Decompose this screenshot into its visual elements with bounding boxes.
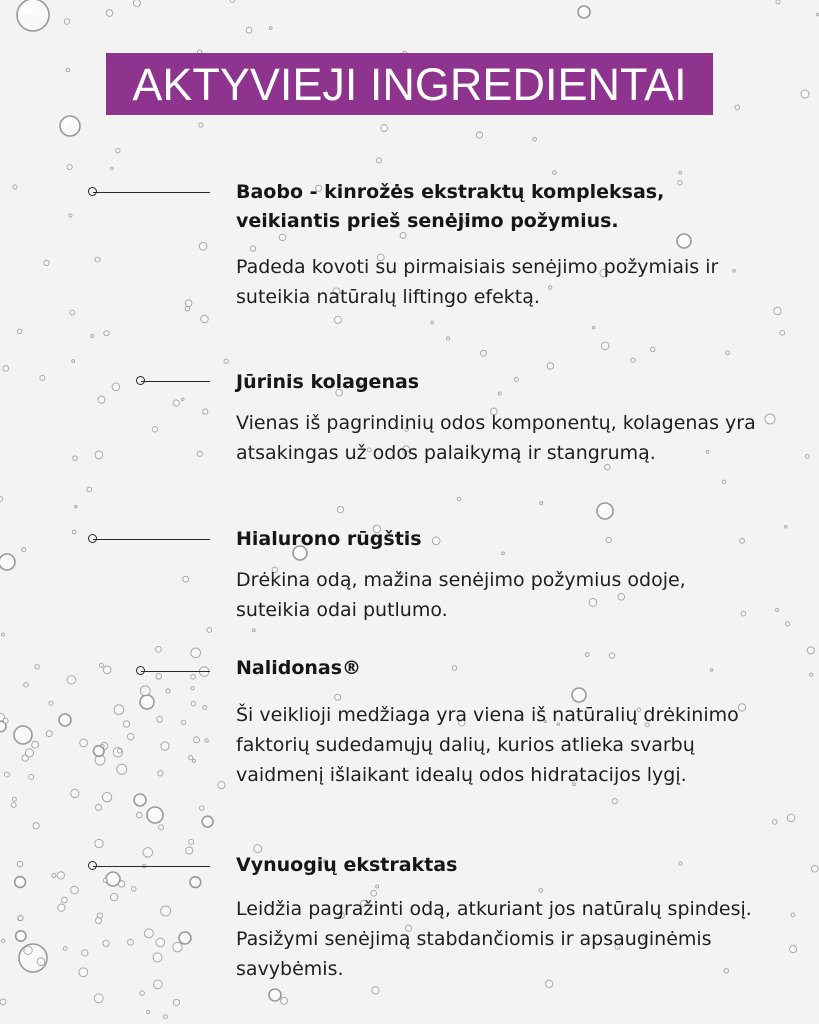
bubble	[597, 503, 613, 519]
bubble	[58, 904, 65, 911]
bubble	[801, 90, 809, 98]
bubble	[269, 989, 281, 1001]
bubble	[156, 938, 165, 947]
bubble	[59, 714, 71, 726]
bubble	[337, 506, 343, 512]
bubble-highlight	[17, 729, 23, 735]
bubble	[44, 260, 49, 265]
bubble	[96, 805, 102, 811]
bubble	[540, 502, 543, 505]
page-title: AKTYVIEJI INGREDIENTAI	[132, 58, 687, 110]
bubble	[82, 950, 88, 956]
bubble	[200, 806, 204, 810]
bubble	[190, 877, 201, 888]
bubble	[189, 839, 194, 844]
bubble	[57, 872, 64, 879]
bubble	[631, 358, 635, 362]
bubble	[774, 307, 781, 314]
bubble	[33, 823, 39, 829]
bubble	[553, 171, 557, 175]
connector-line	[93, 539, 210, 540]
bubble	[159, 825, 164, 830]
bubble	[197, 451, 202, 456]
bubble-highlight	[149, 809, 155, 815]
bubble	[12, 797, 16, 801]
connector-dot	[88, 861, 97, 870]
bubble	[134, 794, 146, 806]
bubble	[11, 803, 16, 808]
bubble-highlight	[108, 874, 113, 879]
bubble	[810, 673, 813, 676]
bubble	[679, 171, 682, 174]
bubble	[95, 451, 103, 459]
bubble-highlight	[574, 690, 579, 695]
ingredient-description: Leidžia pagražinti odą, atkuriant jos natūralų spindesį. Pasižymi senėjimą stabdančiomis ir apsauginėmis savybėmis.	[236, 898, 752, 980]
bubble	[776, 608, 779, 611]
bubble	[191, 648, 201, 658]
bubble	[252, 629, 255, 632]
bubble	[69, 214, 72, 217]
bubble	[202, 816, 213, 827]
bubble	[281, 997, 288, 1004]
bubble	[179, 932, 191, 944]
bubble	[112, 383, 120, 391]
bubble	[110, 893, 117, 900]
bubble	[776, 0, 780, 4]
bubble	[334, 316, 341, 323]
connector-line	[141, 671, 210, 672]
ingredient-description: Vienas iš pagrindinių odos komponentų, kolagenas yra atsakingas už odos palaikymą ir stangrumą.	[236, 412, 756, 464]
bubble	[52, 873, 56, 877]
bubble	[63, 947, 67, 951]
bubble	[173, 999, 179, 1005]
bubble	[24, 946, 32, 954]
bubble	[612, 799, 617, 804]
bubble	[166, 689, 170, 693]
bubble	[2, 633, 5, 636]
bubble	[116, 149, 120, 153]
bubble	[98, 396, 105, 403]
bubble	[80, 739, 88, 747]
bubble	[87, 487, 92, 492]
connector-line	[93, 192, 210, 193]
bubble	[114, 705, 124, 715]
bubble-highlight	[679, 236, 684, 241]
bubble	[3, 718, 8, 723]
bubble	[66, 68, 69, 71]
bubble	[67, 164, 72, 169]
bubble	[173, 400, 179, 406]
bubble	[127, 733, 134, 740]
bubble	[147, 807, 163, 823]
connector-dot	[136, 666, 145, 675]
bubble	[103, 878, 107, 882]
bubble	[118, 881, 124, 887]
bubble	[16, 931, 26, 941]
bubble	[136, 812, 142, 818]
bubble	[0, 554, 15, 570]
bubble	[785, 622, 789, 626]
bubble	[0, 999, 6, 1005]
bubble	[147, 1011, 150, 1014]
bubble	[13, 185, 17, 189]
bubble	[189, 756, 193, 760]
connector-dot	[88, 534, 97, 543]
bubble	[181, 720, 185, 724]
bubble	[156, 647, 162, 653]
bubble	[250, 246, 255, 251]
bubble	[102, 792, 111, 801]
bubble-highlight	[192, 878, 196, 882]
bubble-highlight	[142, 697, 147, 702]
bubble	[677, 234, 691, 248]
ingredient-heading: Hialurono rūgštis	[236, 528, 422, 550]
bubble	[431, 321, 434, 324]
ingredient-description: Ši veiklioji medžiaga yra viena iš natūralių drėkinimo faktorių sudedamųjų dalių, kurios atlieka svarbų vaidmenį išlaikant idealų odos hidratacijos lygį.	[236, 704, 739, 786]
bubble	[49, 701, 53, 705]
bubble	[117, 764, 127, 774]
bubble	[722, 480, 726, 484]
bubble-highlight	[16, 878, 20, 882]
bubble	[40, 375, 45, 380]
bubble	[22, 548, 26, 552]
bubble	[230, 0, 235, 2]
bubble	[203, 706, 207, 710]
bubble-highlight	[95, 747, 99, 751]
bubble	[592, 326, 595, 329]
bubble	[70, 310, 75, 315]
bubble-highlight	[181, 934, 185, 938]
bubble	[117, 749, 121, 753]
bubble	[75, 505, 78, 508]
bubble	[772, 820, 777, 825]
bubble	[185, 300, 192, 307]
bubble	[15, 877, 26, 888]
connector-line	[141, 381, 210, 382]
bubble	[29, 774, 34, 779]
bubble	[446, 337, 449, 340]
ingredient-description: Padeda kovoti su pirmaisiais senėjimo požymiais ir suteikia natūralų liftingo efektą.	[236, 256, 719, 308]
bubble	[201, 315, 209, 323]
bubble	[46, 731, 52, 737]
bubble	[191, 701, 195, 705]
ingredient-description: Drėkina odą, mažina senėjimo požymius odoje, suteikia odai putlumo.	[236, 569, 686, 621]
bubble	[133, 0, 140, 7]
ingredient-heading: Baobo - kinrožės ekstraktų kompleksas, veikiantis prieš senėjimo požymius.	[236, 181, 665, 232]
bubble	[95, 839, 103, 847]
bubble-highlight	[204, 818, 208, 822]
bubble	[35, 665, 39, 669]
bubble	[18, 329, 22, 333]
bubble	[94, 994, 103, 1003]
bubble	[163, 1015, 167, 1019]
ingredient-heading: Nalidonas®	[236, 657, 362, 679]
bubble	[203, 409, 208, 414]
bubble	[376, 158, 381, 163]
bubble	[131, 887, 136, 892]
title-banner	[106, 53, 713, 115]
bubble	[152, 427, 157, 432]
bubble	[791, 913, 795, 917]
bubble	[103, 940, 109, 946]
bubble	[25, 749, 33, 757]
bubble	[24, 682, 28, 686]
bubble	[17, 861, 23, 867]
bubble	[140, 695, 154, 709]
connector-line	[93, 866, 210, 867]
bubble	[72, 360, 75, 363]
bubble	[61, 897, 67, 903]
bubble	[60, 116, 80, 136]
bubble	[185, 306, 190, 311]
bubble	[153, 953, 162, 962]
bubble	[811, 865, 818, 872]
bubble	[789, 945, 796, 952]
bubble	[735, 105, 740, 110]
bubble	[246, 27, 252, 33]
bubble	[123, 721, 129, 727]
bubble	[99, 663, 103, 667]
bubble-highlight	[580, 8, 584, 12]
bubble	[97, 913, 102, 918]
bubble	[153, 980, 162, 989]
bubble	[372, 987, 379, 994]
bubble	[67, 676, 75, 684]
bubble	[207, 628, 212, 633]
bubble	[103, 666, 111, 674]
bubble	[91, 335, 94, 338]
bubble-highlight	[61, 716, 65, 720]
bubble	[192, 759, 195, 762]
bubble	[32, 741, 39, 748]
bubble	[183, 576, 189, 582]
bubble	[143, 848, 153, 858]
bubble	[71, 886, 79, 894]
bubble	[161, 906, 171, 916]
bubble	[269, 27, 272, 30]
bubble	[95, 257, 100, 262]
bubble	[218, 781, 225, 788]
bubble	[381, 125, 388, 132]
bubble-highlight	[136, 796, 140, 800]
bubble	[457, 497, 460, 500]
bubble	[161, 742, 169, 750]
bubble	[539, 889, 543, 893]
bubble	[64, 19, 69, 24]
bubble	[128, 939, 134, 945]
ingredient-heading: Jūrinis kolagenas	[236, 371, 420, 393]
bubble	[805, 454, 809, 458]
bubble	[807, 647, 814, 654]
bubble	[106, 10, 113, 17]
bubble-highlight	[1, 556, 7, 562]
bubble	[140, 686, 150, 696]
bubble	[601, 342, 609, 350]
bubble	[144, 929, 153, 938]
bubble	[79, 968, 88, 977]
bubble	[37, 958, 45, 966]
bubble	[205, 739, 208, 742]
bubble	[72, 530, 76, 534]
bubble	[726, 351, 730, 355]
bubble	[533, 137, 537, 141]
bubble	[101, 745, 104, 748]
bubble	[73, 456, 78, 461]
bubble	[140, 991, 144, 995]
bubble-highlight	[599, 505, 605, 511]
bubble	[787, 814, 795, 822]
bubble	[765, 414, 775, 424]
bubble	[191, 674, 196, 679]
bubble	[18, 915, 23, 920]
bubble	[3, 366, 9, 372]
bubble	[71, 789, 79, 797]
bubble-highlight	[22, 4, 33, 15]
bubble	[157, 716, 163, 722]
bubble	[17, 0, 49, 31]
bubble	[376, 885, 379, 888]
bubble	[186, 847, 193, 854]
bubble	[173, 942, 182, 951]
bubble	[199, 242, 207, 250]
bubble	[191, 686, 194, 689]
connector-dot	[136, 376, 145, 385]
bubble	[476, 132, 482, 138]
bubble	[158, 771, 163, 776]
bubble	[111, 167, 113, 169]
bubble	[2, 939, 5, 942]
bubble-highlight	[271, 991, 275, 995]
bubble	[14, 726, 32, 744]
bubble	[194, 737, 200, 743]
bubble	[4, 772, 9, 777]
bubble	[199, 123, 203, 127]
connector-dot	[88, 187, 97, 196]
ingredient-heading: Vynuogių ekstraktas	[236, 854, 458, 876]
bubble	[780, 330, 785, 335]
bubble	[650, 347, 655, 352]
bubble	[104, 331, 109, 336]
bubble	[480, 350, 486, 356]
bubble	[182, 398, 185, 401]
bubble	[156, 674, 162, 680]
bubble	[224, 359, 228, 363]
bubble-highlight	[63, 119, 70, 126]
bubble	[0, 496, 3, 501]
bubble	[578, 6, 590, 18]
bubble	[785, 525, 788, 528]
bubble-highlight	[17, 932, 21, 936]
